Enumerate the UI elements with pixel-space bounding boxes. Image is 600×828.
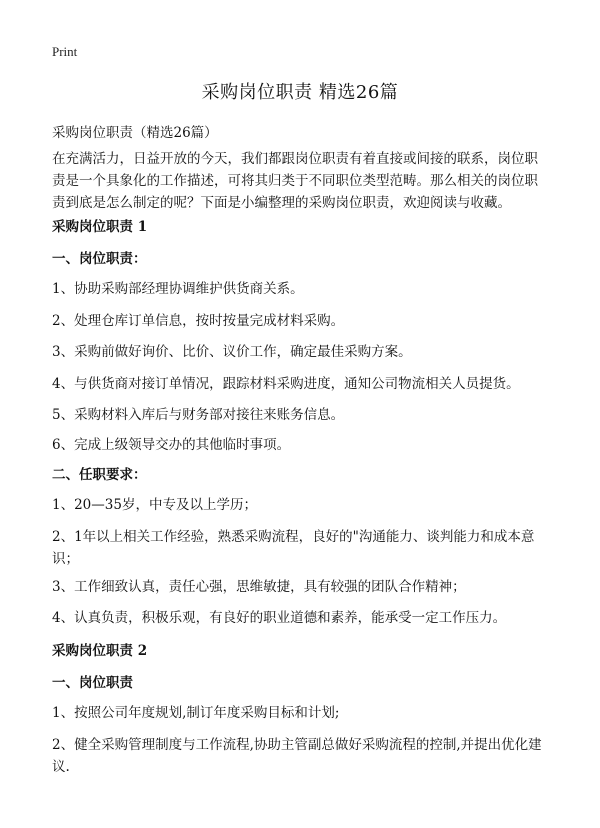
duty-item: 3、采购前做好询价、比价、议价工作，确定最佳采购方案。 [52, 344, 412, 360]
requirement-item: 3、工作细致认真，责任心强，思维敏捷，具有较强的团队合作精神； [52, 579, 466, 595]
duty-item: 1、按照公司年度规划,制订年度采购目标和计划; [52, 705, 340, 721]
section-1-duties-heading: 一、岗位职责： [52, 251, 147, 267]
duty-item: 4、与供货商对接订单情况，跟踪材料采购进度，通知公司物流相关人员提货。 [52, 376, 520, 392]
duty-item: 1、协助采购部经理协调维护供货商关系。 [52, 281, 304, 297]
intro-paragraph: 在充满活力，日益开放的今天，我们都跟岗位职责有着直接或间接的联系，岗位职责是一个具象化的工作描述，可将其归类于不同职位类型范畴。那么相关的岗位职责到底是怎么制定的呢？下面是小编整理的采购岗位职责，欢迎阅读与收藏。 [52, 151, 538, 211]
duty-item: 6、完成上级领导交办的其他临时事项。 [52, 437, 291, 453]
section-1-title: 采购岗位职责 1 [52, 219, 148, 235]
duty-item: 2、健全采购管理制度与工作流程,协助主管副总做好采购流程的控制,并提出优化建议. [52, 737, 542, 775]
section-1-requirements-heading: 二、任职要求： [52, 467, 147, 483]
document-subtitle: 采购岗位职责（精选26篇） [52, 125, 218, 141]
requirement-item: 4、认真负责，积极乐观，有良好的职业道德和素养，能承受一定工作压力。 [52, 610, 507, 626]
duty-item: 5、采购材料入库后与财务部对接往来账务信息。 [52, 407, 345, 423]
duty-item: 2、处理仓库订单信息，按时按量完成材料采购。 [52, 313, 345, 329]
page-title: 采购岗位职责 精选26篇 [201, 82, 399, 103]
section-2-title: 采购岗位职责 2 [52, 643, 148, 659]
section-2-duties-heading: 一、岗位职责 [52, 675, 133, 691]
requirement-item: 2、1年以上相关工作经验，熟悉采购流程，良好的"沟通能力、谈判能力和成本意识； [52, 529, 535, 567]
requirement-item: 1、20—35岁，中专及以上学历； [52, 497, 257, 513]
print-link[interactable]: Print [52, 44, 78, 59]
